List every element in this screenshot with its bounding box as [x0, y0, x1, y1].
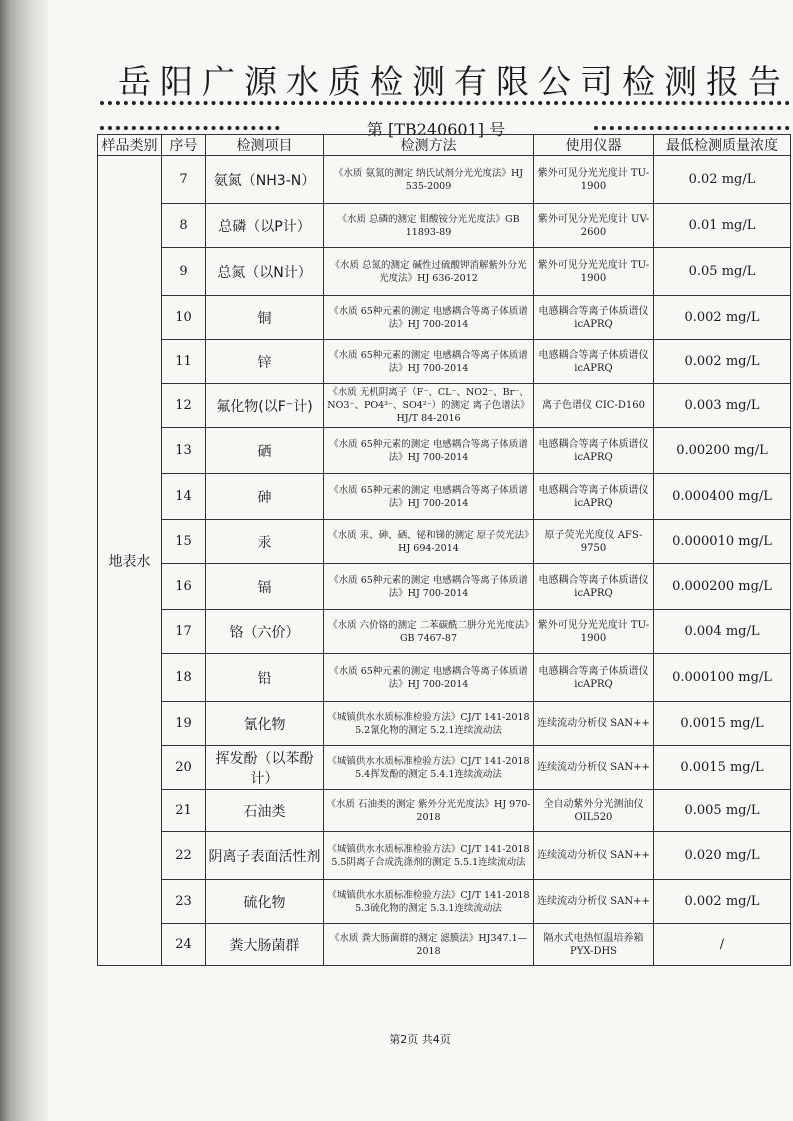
- test-item: 氨氮（NH3-N）: [206, 156, 324, 204]
- report-title: 岳阳广源水质检测有限公司检测报告: [118, 62, 790, 101]
- test-method: 《水质 总氮的测定 碱性过硫酸钾消解紫外分光光度法》HJ 636-2012: [324, 248, 534, 296]
- test-method: 《水质 65种元素的测定 电感耦合等离子体质谱法》HJ 700-2014: [324, 564, 534, 610]
- detection-limit: 0.002 mg/L: [654, 880, 791, 924]
- test-item: 硒: [206, 428, 324, 474]
- instrument: 紫外可见分光光度计 TU-1900: [534, 610, 654, 654]
- page-footer: 第2页 共4页: [389, 1033, 451, 1046]
- test-method: 《水质 总磷的测定 钼酸铵分光光度法》GB 11893-89: [324, 204, 534, 248]
- table-row: [98, 156, 791, 204]
- instrument: 连续流动分析仪 SAN++: [534, 746, 654, 790]
- test-method: 《水质 六价铬的测定 二苯碳酰二肼分光光度法》GB 7467-87: [324, 610, 534, 654]
- instrument: 全自动紫外分光测油仪 OIL520: [534, 790, 654, 832]
- header-limit: 最低检测质量浓度: [654, 135, 791, 156]
- row-number: 19: [162, 702, 206, 746]
- test-method: 《城镇供水水质标准检验方法》CJ/T 141-2018 5.4挥发酚的测定 5.4.1连续流动法: [324, 746, 534, 790]
- header-item: 检测项目: [206, 135, 324, 156]
- test-item: 锌: [206, 340, 324, 384]
- table-row: [98, 924, 791, 966]
- header-method: 检测方法: [324, 135, 534, 156]
- test-method: 《水质 氨氮的测定 纳氏试剂分光光度法》HJ 535-2009: [324, 156, 534, 204]
- detection-limit: 0.000100 mg/L: [654, 654, 791, 702]
- test-method: 《水质 65种元素的测定 电感耦合等离子体质谱法》HJ 700-2014: [324, 340, 534, 384]
- instrument: 原子荧光光度仪 AFS-9750: [534, 520, 654, 564]
- detection-limit: 0.002 mg/L: [654, 340, 791, 384]
- test-item: 汞: [206, 520, 324, 564]
- detection-limit: 0.01 mg/L: [654, 204, 791, 248]
- table-row: [98, 204, 791, 248]
- instrument: 紫外可见分光光度计 TU-1900: [534, 248, 654, 296]
- detection-limit: 0.000200 mg/L: [654, 564, 791, 610]
- detection-limit: 0.005 mg/L: [654, 790, 791, 832]
- detection-limit: 0.02 mg/L: [654, 156, 791, 204]
- test-item: 硫化物: [206, 880, 324, 924]
- table-row: [98, 248, 791, 296]
- row-number: 22: [162, 832, 206, 880]
- detection-limit: /: [654, 924, 791, 966]
- detection-limit: 0.0015 mg/L: [654, 702, 791, 746]
- test-method: 《水质 汞、砷、硒、铋和锑的测定 原子荧光法》HJ 694-2014: [324, 520, 534, 564]
- row-number: 11: [162, 340, 206, 384]
- table-row: [98, 654, 791, 702]
- test-method: 《水质 65种元素的测定 电感耦合等离子体质谱法》HJ 700-2014: [324, 654, 534, 702]
- table-row: [98, 880, 791, 924]
- row-number: 16: [162, 564, 206, 610]
- header-instrument: 使用仪器: [534, 135, 654, 156]
- instrument: 连续流动分析仪 SAN++: [534, 880, 654, 924]
- row-number: 20: [162, 746, 206, 790]
- instrument: 紫外可见分光光度计 UV-2600: [534, 204, 654, 248]
- test-item: 砷: [206, 474, 324, 520]
- row-number: 8: [162, 204, 206, 248]
- test-method: 《城镇供水水质标准检验方法》CJ/T 141-2018 5.3硫化物的测定 5.3.1连续流动法: [324, 880, 534, 924]
- test-item: 铬（六价）: [206, 610, 324, 654]
- row-number: 7: [162, 156, 206, 204]
- table-row: [98, 340, 791, 384]
- table-row: [98, 832, 791, 880]
- test-item: 铅: [206, 654, 324, 702]
- detection-limit: 0.004 mg/L: [654, 610, 791, 654]
- row-number: 18: [162, 654, 206, 702]
- row-number: 15: [162, 520, 206, 564]
- sample-category-cell: 地表水: [98, 156, 162, 966]
- table-row: [98, 474, 791, 520]
- detection-limit: 0.000010 mg/L: [654, 520, 791, 564]
- instrument: 电感耦合等离子体质谱仪 icAPRQ: [534, 564, 654, 610]
- test-method: 《城镇供水水质标准检验方法》CJ/T 141-2018 5.5阴离子合成洗涤剂的测定 5.5.1连续流动法: [324, 832, 534, 880]
- detection-limit: 0.000400 mg/L: [654, 474, 791, 520]
- table-row: [98, 702, 791, 746]
- test-item: 粪大肠菌群: [206, 924, 324, 966]
- header-no: 序号: [162, 135, 206, 156]
- test-item: 挥发酚（以苯酚计）: [206, 746, 324, 790]
- instrument: 电感耦合等离子体质谱仪 icAPRQ: [534, 428, 654, 474]
- instrument: 电感耦合等离子体质谱仪 icAPRQ: [534, 654, 654, 702]
- test-method: 《水质 65种元素的测定 电感耦合等离子体质谱法》HJ 700-2014: [324, 428, 534, 474]
- test-method: 《水质 石油类的测定 紫外分光光度法》HJ 970-2018: [324, 790, 534, 832]
- test-method: 《水质 65种元素的测定 电感耦合等离子体质谱法》HJ 700-2014: [324, 474, 534, 520]
- row-number: 17: [162, 610, 206, 654]
- test-method: 《城镇供水水质标准检验方法》CJ/T 141-2018 5.2氰化物的测定 5.2.1连续流动法: [324, 702, 534, 746]
- instrument: 电感耦合等离子体质谱仪 icAPRQ: [534, 296, 654, 340]
- table-row: [98, 520, 791, 564]
- row-number: 14: [162, 474, 206, 520]
- test-method: 《水质 粪大肠菌群的测定 滤膜法》HJ347.1—2018: [324, 924, 534, 966]
- row-number: 13: [162, 428, 206, 474]
- row-number: 24: [162, 924, 206, 966]
- instrument: 电感耦合等离子体质谱仪 icAPRQ: [534, 474, 654, 520]
- table-row: [98, 790, 791, 832]
- table-row: [98, 564, 791, 610]
- table-row: [98, 296, 791, 340]
- table-row: [98, 428, 791, 474]
- detection-limit: 0.003 mg/L: [654, 384, 791, 428]
- table-header-row: [98, 135, 791, 156]
- row-number: 9: [162, 248, 206, 296]
- test-method: 《水质 无机阴离子（F⁻、CL⁻、NO2⁻、Br⁻、NO3⁻、PO4³⁻、SO4²⁻）的测定 离子色谱法》HJ/T 84-2016: [324, 384, 534, 428]
- results-table: [97, 134, 791, 966]
- row-number: 23: [162, 880, 206, 924]
- table-row: [98, 746, 791, 790]
- detection-limit: 0.0015 mg/L: [654, 746, 791, 790]
- row-number: 21: [162, 790, 206, 832]
- header-category: 样品类别: [98, 135, 162, 156]
- test-item: 总氮（以N计）: [206, 248, 324, 296]
- detection-limit: 0.020 mg/L: [654, 832, 791, 880]
- test-item: 氰化物: [206, 702, 324, 746]
- detection-limit: 0.00200 mg/L: [654, 428, 791, 474]
- test-item: 镉: [206, 564, 324, 610]
- report-number: 第 [TB240601] 号: [280, 117, 592, 140]
- instrument: 隔水式电热恒温培养箱 PYX-DHS: [534, 924, 654, 966]
- instrument: 连续流动分析仪 SAN++: [534, 832, 654, 880]
- detection-limit: 0.05 mg/L: [654, 248, 791, 296]
- row-number: 10: [162, 296, 206, 340]
- instrument: 电感耦合等离子体质谱仪 icAPRQ: [534, 340, 654, 384]
- instrument: 连续流动分析仪 SAN++: [534, 702, 654, 746]
- instrument: 离子色谱仪 CIC-D160: [534, 384, 654, 428]
- book-binding-shadow: [0, 0, 48, 1121]
- test-item: 石油类: [206, 790, 324, 832]
- test-item: 阴离子表面活性剂: [206, 832, 324, 880]
- row-number: 12: [162, 384, 206, 428]
- test-item: 氟化物(以F⁻计): [206, 384, 324, 428]
- detection-limit: 0.002 mg/L: [654, 296, 791, 340]
- table-row: [98, 384, 791, 428]
- title-dotted-rule: [100, 101, 790, 113]
- test-item: 铜: [206, 296, 324, 340]
- test-item: 总磷（以P计）: [206, 204, 324, 248]
- instrument: 紫外可见分光光度计 TU-1900: [534, 156, 654, 204]
- table-row: [98, 610, 791, 654]
- test-method: 《水质 65种元素的测定 电感耦合等离子体质谱法》HJ 700-2014: [324, 296, 534, 340]
